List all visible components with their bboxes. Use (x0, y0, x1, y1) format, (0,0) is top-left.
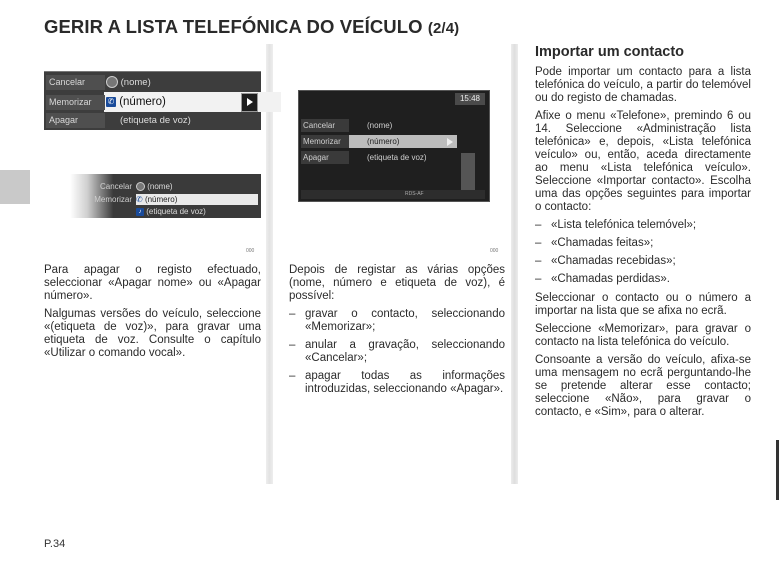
value-number: (número) (144, 195, 178, 204)
page-number: P.34 (44, 538, 66, 550)
clock-display: 15:48 (455, 93, 485, 105)
phone-icon: ✆ (107, 96, 115, 106)
paragraph: Nalgumas versões do veículo, seleccione «(etiqueta de voz)», para gravar uma etiqueta de voz. Consulte o capítulo «Utilizar o comando vocal». (44, 308, 261, 359)
list-item: – anular a gravação, seleccionando «Cancelar»; (289, 339, 505, 365)
section-title: Importar um contacto (535, 44, 685, 60)
phone-icon: ✆ (136, 195, 143, 204)
value-voice-tag: (etiqueta de voz) (367, 153, 427, 162)
list-item: – «Lista telefónica telemóvel»; (535, 219, 751, 232)
value-name: (nome) (147, 182, 173, 191)
dash-list (289, 308, 505, 396)
menu-label-memorize: Memorizar (94, 195, 132, 204)
value-name: (nome) (367, 121, 393, 130)
paragraph: Afixe o menu «Telefone», premindo 6 ou 14. Seleccione «Administração lista telefónica» e, depois, «Lista telefónica veículo» ou, então, aceda directamente ao menu «Lista telefónica veículo». Seleccione «Importar contacto». Escolha uma das opções seguintes para importar o contacto: (535, 110, 751, 213)
contact-face-icon (136, 182, 145, 191)
paragraph: Seleccione «Memorizar», para gravar o contacto na lista telefónica do veículo. (535, 323, 751, 348)
value-voice-tag: (etiqueta de voz) (120, 115, 191, 126)
screen-side-panel (461, 153, 475, 195)
menu-label-cancel: Cancelar (301, 119, 349, 132)
list-item: – «Chamadas feitas»; (535, 237, 751, 250)
page-part: (2/4) (427, 20, 460, 37)
page-title (44, 16, 459, 38)
status-bar (301, 190, 485, 199)
figure-code: 000 (490, 248, 499, 254)
paragraph: Seleccionar o contacto ou o número a importar na lista que se afixa no ecrã. (535, 292, 751, 317)
menu-label-memorize: Memorizar (46, 95, 105, 110)
rds-indicator: RDS-AF (405, 191, 424, 197)
paragraph: Consoante a versão do veículo, afixa-se uma mensagem no ecrã perguntando-lhe se pretende alterar esse contacto; seleccione «Não», para gravar o contacto, e «Sim», para o alterar. (535, 354, 751, 418)
menu-label-delete: Apagar (46, 113, 105, 128)
list-item: – «Chamadas perdidas». (535, 273, 751, 286)
menu-label-memorize: Memorizar (301, 135, 349, 148)
menu-value-row (136, 194, 256, 205)
column-1-text (44, 264, 261, 365)
value-name: (nome) (120, 77, 151, 88)
paragraph: Para apagar o registo efectuado, seleccionar «Apagar nome» ou «Apagar número». (44, 264, 261, 302)
paragraph: Pode importar um contacto para a lista telefónica do veículo, a partir do telemóvel ou do registo de chamadas. (535, 66, 751, 104)
menu-label-cancel: Cancelar (46, 75, 105, 90)
value-number: (número) (367, 137, 400, 146)
column-3-text (535, 66, 751, 424)
arrow-right-icon (241, 93, 258, 112)
contact-face-icon (106, 76, 118, 88)
paragraph: Depois de registar as várias opções (nome, número e etiqueta de voz), é possível: (289, 264, 505, 302)
page-title-text: GERIR A LISTA TELEFÓNICA DO VEÍCULO (44, 16, 423, 37)
screen-illustration-1 (44, 71, 261, 130)
chapter-tab (0, 170, 30, 204)
list-item: – gravar o contacto, seleccionando «Memorizar»; (289, 308, 505, 334)
dash-list (535, 219, 751, 286)
menu-label-cancel: Cancelar (99, 182, 132, 191)
menu-label-delete: Apagar (301, 151, 349, 164)
screen-illustration-3 (298, 90, 490, 202)
voice-icon: ♪ (136, 208, 144, 216)
menu-value-row (136, 181, 256, 192)
list-item: – apagar todas as informações introduzidas, seleccionando «Apagar». (289, 370, 505, 396)
list-item: – «Chamadas recebidas»; (535, 255, 751, 268)
screen-illustration-2 (44, 174, 261, 218)
value-number: (número) (119, 96, 166, 108)
menu-value-row (136, 206, 256, 217)
column-divider (511, 44, 518, 484)
menu-value-row (106, 75, 276, 90)
figure-code: 000 (246, 248, 255, 254)
value-voice-tag: (etiqueta de voz) (146, 207, 206, 216)
arrow-right-icon (447, 138, 453, 146)
column-2-text (289, 264, 505, 402)
